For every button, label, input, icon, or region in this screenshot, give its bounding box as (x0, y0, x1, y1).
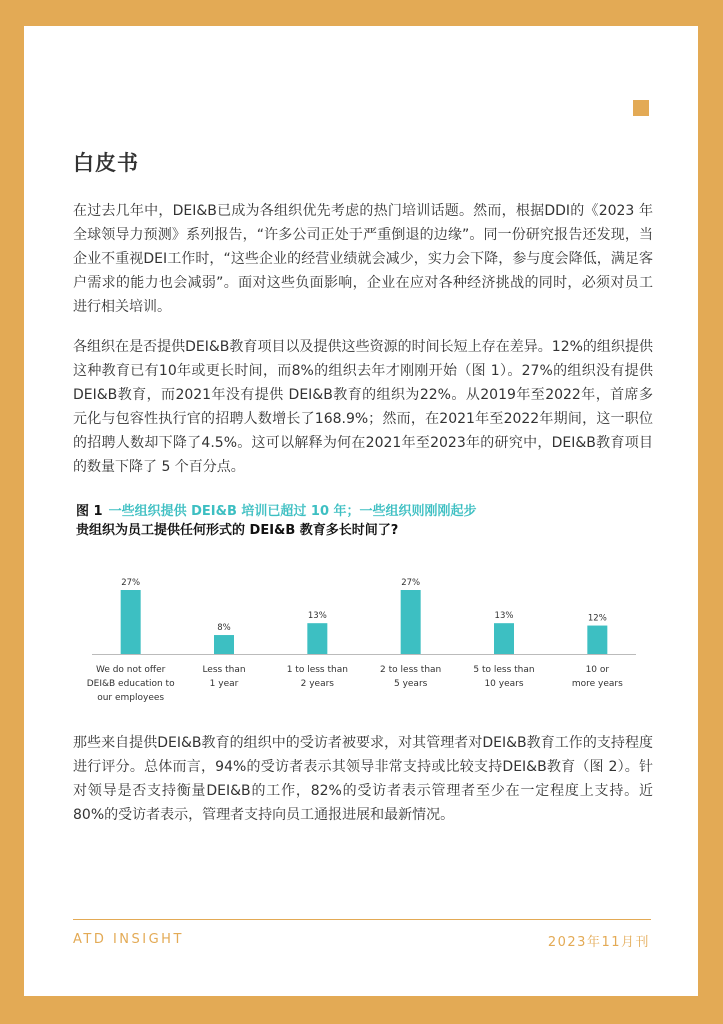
footer-issue-date: 2023年11月刊 (547, 935, 650, 950)
figure-label: 图 1 (76, 504, 103, 519)
figure-title (76, 500, 477, 519)
figure-question: 贵组织为员工提供任何形式的 DEI&B 教育多长时间了? (76, 523, 399, 538)
footer-brand: ATD INSIGHT (73, 932, 184, 947)
bar-value-label-0: 27% (121, 578, 141, 588)
paragraph-intro: 在过去几年中，DEI&B已成为各组织优先考虑的热门培训话题。然而，根据DDI的《2023 年全球领导力预测》系列报告，“许多公司正处于严重倒退的边缘”。同一份研究报告还发现，当企业不重视DEI工作时，“这些企业的经营业绩就会减少，实力会下降，参与度会降低，满足客户需求的能力也会减弱”。面对这些负面影响，企业在应对各种经济挑战的同时，必须对员工进行相关培训。 (73, 203, 653, 315)
footer-divider (73, 919, 651, 920)
category-label-3: 2 to less than 5 years (380, 665, 442, 689)
bar-value-label-2: 13% (307, 611, 327, 622)
paragraph-manager-support: 那些来自提供DEI&B教育的组织中的受访者被要求，对其管理者对DEI&B教育工作的支持程度进行评分。总体而言，94%的受访者表示其领导非常支持或比较支持DEI&B教育（图 2）。针对领导是否支持衡量DEI&B的工作，82%的受访者表示管理者至少在一定程度上支持。近80%的受访者表示，管理者支持向员工通报进展和最新情况。 (73, 735, 653, 823)
paragraph-offering-gap: 各组织在是否提供DEI&B教育项目以及提供这些资源的时间长短上存在差异。12%的组织提供这种教育已有10年或更长时间，而8%的组织去年才刚刚开始（图 1）。27%的组织没有提供DEI&B教育，而2021年没有提供 DEI&B教育的组织为22%。从2019年至2022年，首席多元化与包容性执行官的招聘人数增长了168.9%；然而，在2021年至2022年期间，这一职位的招聘人数却下降了4.5%。这可以解释为何在2021年至2023年的研究中，DEI&B教育项目的数量下降了 5 个百分点。 (73, 339, 653, 475)
category-label-2: 1 to less than 2 years (286, 665, 348, 689)
bar-value-label-3: 27% (401, 578, 421, 588)
bar-value-label-1: 8% (217, 623, 231, 634)
page-sheet (24, 26, 698, 996)
category-label-4: 5 to less than 10 years (473, 665, 535, 689)
category-label-5: 10 or more years (571, 665, 623, 689)
section-title: 白皮书 (73, 151, 139, 175)
category-label-1: Less than 1 year (202, 665, 246, 689)
figure-caption: 一些组织提供 DEI&B 培训已超过 10 年；一些组织则刚刚起步 (108, 504, 477, 519)
bar-value-label-5: 12% (587, 613, 607, 624)
bar-3 (401, 590, 421, 654)
bar-4 (494, 623, 514, 654)
category-label-0: We do not offer DEI&B education to our employees (86, 665, 175, 703)
bar-1 (214, 635, 234, 654)
bar-value-label-4: 13% (494, 611, 514, 622)
bar-0 (121, 590, 141, 654)
bar-5 (587, 626, 607, 654)
bar-chart (84, 548, 644, 708)
corner-accent-square (633, 100, 649, 116)
bar-2 (307, 623, 327, 654)
